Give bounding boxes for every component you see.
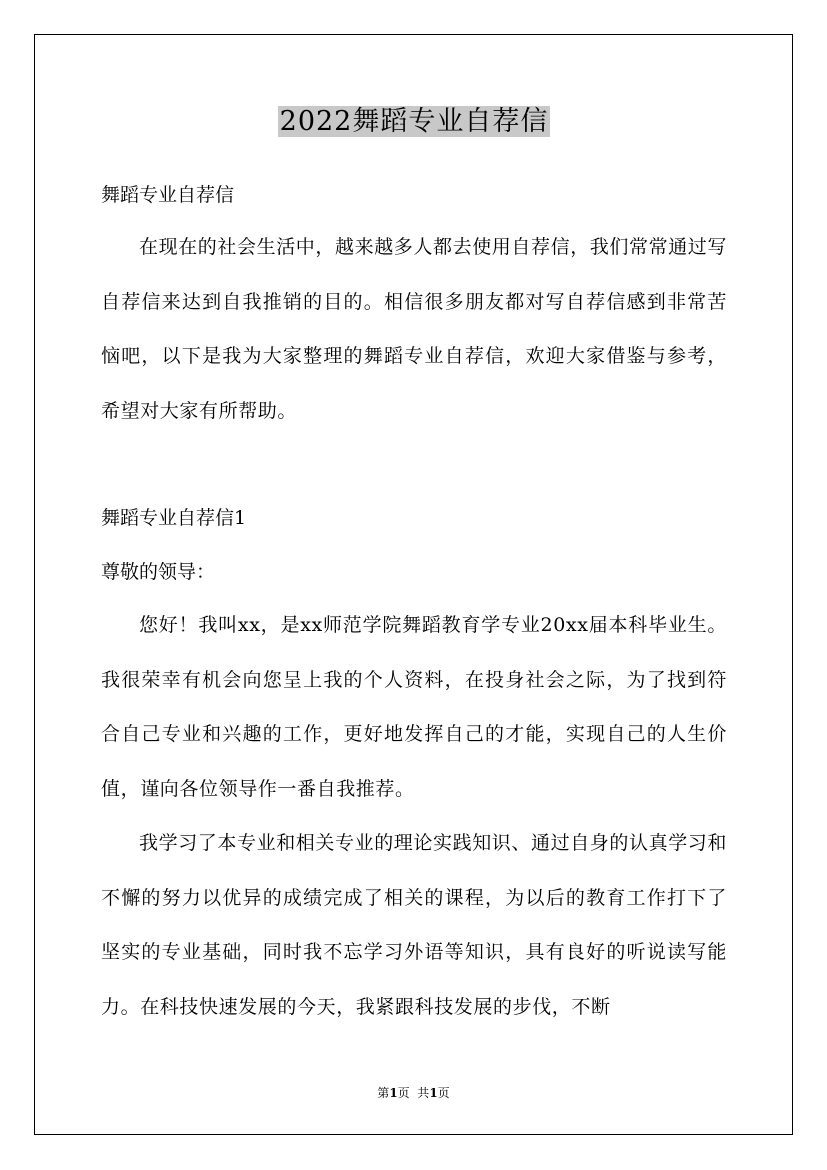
document-title	[101, 103, 727, 141]
footer-page-suffix: 页	[437, 1086, 450, 1100]
page-footer	[0, 1085, 827, 1101]
document-heading: 舞蹈专业自荐信	[101, 184, 235, 206]
document-title-text: 2022舞蹈专业自荐信	[279, 106, 549, 137]
footer-page-mid: 页 共	[397, 1086, 430, 1100]
footer-page-total: 1	[429, 1086, 438, 1100]
section-title: 舞蹈专业自荐信1	[101, 507, 247, 529]
intro-paragraph: 在现在的社会生活中，越来越多人都去使用自荐信，我们常常通过写自荐信来达到自我推销的目的。相信很多朋友都对写自荐信感到非常苦恼吧，以下是我为大家整理的舞蹈专业自荐信，欢迎大家借鉴与参考，希望对大家有所帮助。	[101, 236, 728, 422]
salutation: 尊敬的领导：	[101, 561, 216, 583]
body-paragraph-1: 您好！我叫xx，是xx师范学院舞蹈教育学专业20xx届本科毕业生。我很荣幸有机会向您呈上我的个人资料，在投身社会之际，为了找到符合自己专业和兴趣的工作，更好地发挥自己的才能，实现自己的人生价值，谨向各位领导作一番自我推荐。	[101, 614, 727, 800]
body-paragraph-2: 我学习了本专业和相关专业的理论实践知识、通过自身的认真学习和不懈的努力以优异的成绩完成了相关的课程，为以后的教育工作打下了坚实的专业基础，同时我不忘学习外语等知识，具有良好的听说读写能力。在科技快速发展的今天，我紧跟科技发展的步伐，不断	[101, 832, 728, 1018]
footer-page-current: 1	[389, 1086, 398, 1100]
footer-page-prefix: 第	[377, 1086, 390, 1100]
